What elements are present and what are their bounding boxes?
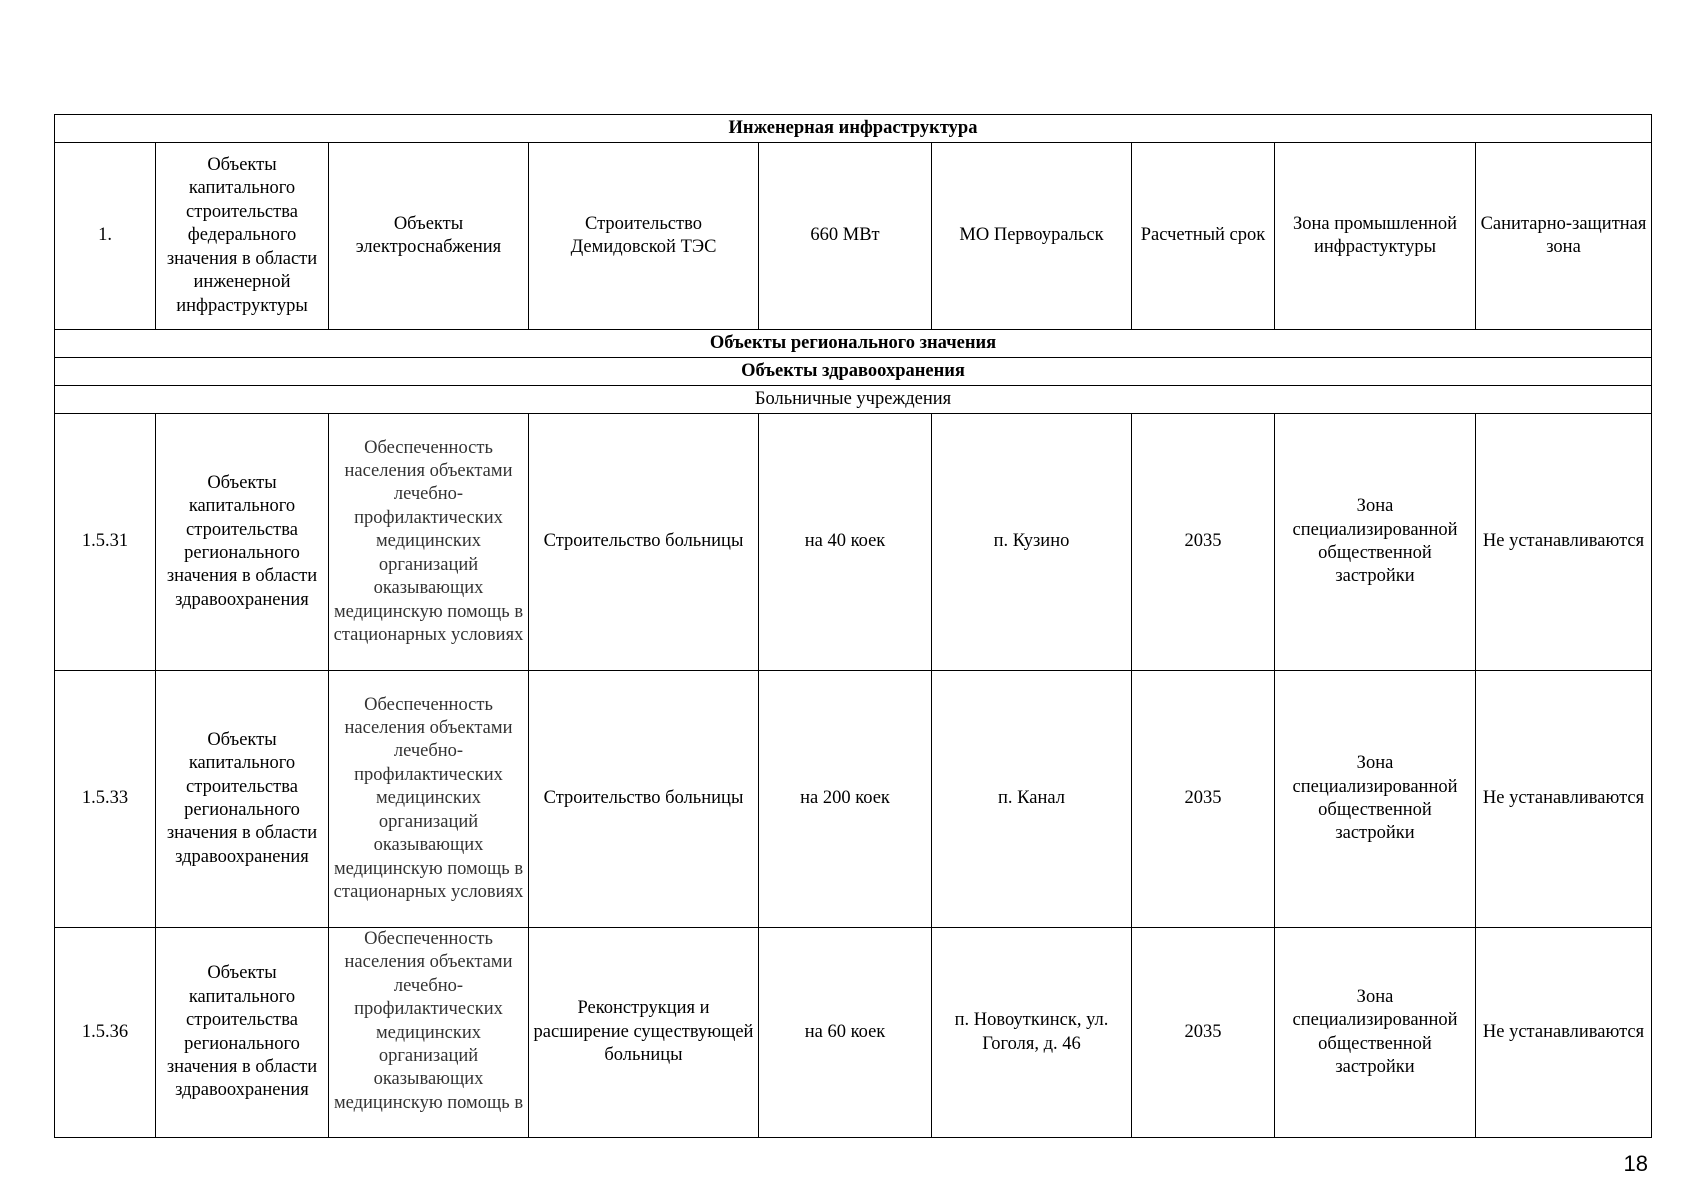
section-row-hospitals bbox=[55, 386, 1652, 414]
cell-term: 2035 bbox=[1132, 414, 1275, 671]
document-page bbox=[54, 114, 1651, 1138]
cell-restriction: Не устанавливаются bbox=[1476, 928, 1652, 1138]
cell-location: п. Кузино bbox=[932, 414, 1132, 671]
cell-location: п. Новоуткинск, ул. Гоголя, д. 46 bbox=[932, 928, 1132, 1138]
cell-name: Реконструкция и расширение существующей больницы bbox=[529, 928, 759, 1138]
table-row bbox=[55, 414, 1652, 671]
cell-zone: Зона специализированной общественной застройки bbox=[1275, 671, 1476, 928]
cell-term: 2035 bbox=[1132, 671, 1275, 928]
cell-term: Расчетный срок bbox=[1132, 143, 1275, 330]
cell-purpose: Обеспеченность населения объектами лечебно-профилактических медицинских организаций оказывающих медицинскую помощь в стационарных условиях bbox=[329, 414, 529, 671]
cell-capacity: на 60 коек bbox=[759, 928, 932, 1138]
section-heading-engineering: Инженерная инфраструктура bbox=[55, 115, 1652, 143]
cell-num: 1. bbox=[55, 143, 156, 330]
cell-location: п. Канал bbox=[932, 671, 1132, 928]
cell-zone: Зона специализированной общественной застройки bbox=[1275, 928, 1476, 1138]
table-row bbox=[55, 143, 1652, 330]
cell-num: 1.5.31 bbox=[55, 414, 156, 671]
cell-name: Строительство Демидовской ТЭС bbox=[529, 143, 759, 330]
planning-table bbox=[54, 114, 1652, 1138]
cell-capacity: на 200 коек bbox=[759, 671, 932, 928]
cell-capacity: 660 МВт bbox=[759, 143, 932, 330]
cell-num: 1.5.33 bbox=[55, 671, 156, 928]
page-number: 18 bbox=[1623, 1151, 1648, 1176]
cell-term: 2035 bbox=[1132, 928, 1275, 1138]
section-row-healthcare bbox=[55, 358, 1652, 386]
section-row-engineering bbox=[55, 115, 1652, 143]
cell-capacity: на 40 коек bbox=[759, 414, 932, 671]
cell-category: Объекты капитального строительства регионального значения в области здравоохранения bbox=[156, 414, 329, 671]
cell-zone: Зона промышленной инфрастуктуры bbox=[1275, 143, 1476, 330]
cell-purpose: Обеспеченность населения объектами лечебно-профилактических медицинских организаций оказывающих медицинскую помощь в стационарных условиях bbox=[329, 671, 529, 928]
cell-name: Строительство больницы bbox=[529, 671, 759, 928]
cell-restriction: Санитарно-защитная зона bbox=[1476, 143, 1652, 330]
table-row bbox=[55, 928, 1652, 1138]
section-row-regional bbox=[55, 330, 1652, 358]
cell-zone: Зона специализированной общественной застройки bbox=[1275, 414, 1476, 671]
cell-category: Объекты капитального строительства регионального значения в области здравоохранения bbox=[156, 928, 329, 1138]
cell-name: Строительство больницы bbox=[529, 414, 759, 671]
cell-purpose: Обеспеченность населения объектами лечебно-профилактических медицинских организаций оказывающих медицинскую помощь в bbox=[329, 928, 529, 1138]
cell-location: МО Первоуральск bbox=[932, 143, 1132, 330]
table-row bbox=[55, 671, 1652, 928]
cell-category: Объекты капитального строительства федерального значения в области инженерной инфраструктуры bbox=[156, 143, 329, 330]
cell-restriction: Не устанавливаются bbox=[1476, 414, 1652, 671]
cell-restriction: Не устанавливаются bbox=[1476, 671, 1652, 928]
cell-num: 1.5.36 bbox=[55, 928, 156, 1138]
cell-purpose: Объекты электроснабжения bbox=[329, 143, 529, 330]
cell-category: Объекты капитального строительства регионального значения в области здравоохранения bbox=[156, 671, 329, 928]
section-heading-healthcare: Объекты здравоохранения bbox=[55, 358, 1652, 386]
section-heading-hospitals: Больничные учреждения bbox=[55, 386, 1652, 414]
section-heading-regional: Объекты регионального значения bbox=[55, 330, 1652, 358]
